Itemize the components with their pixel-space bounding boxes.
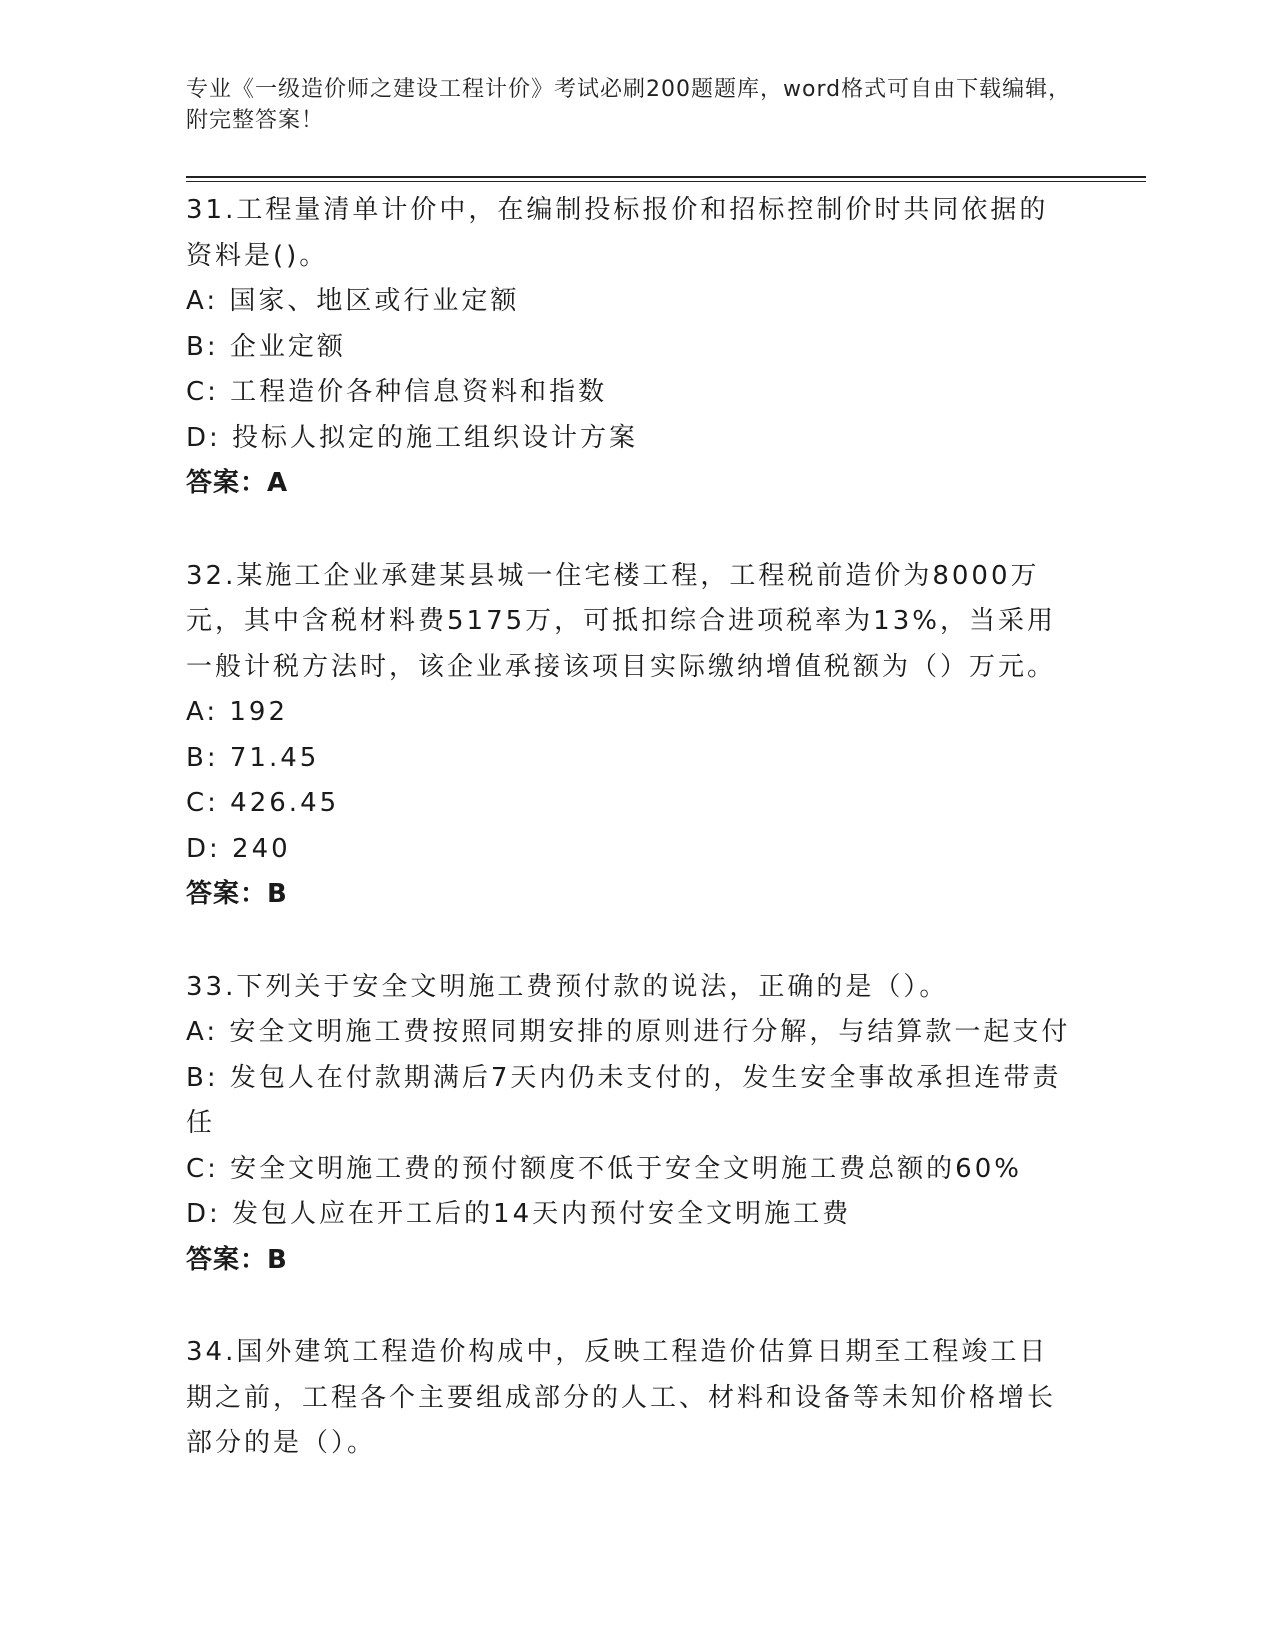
answer-line: 答案：B (186, 879, 288, 909)
option-a: A: 安全文明施工费按照同期安排的原则进行分解，与结算款一起支付 (186, 1017, 1071, 1047)
answer-line: 答案：B (186, 1244, 288, 1275)
question-text: 31.工程量清单计价中，在编制投标报价和招标控制价时共同依据的资料是()。 (186, 195, 1049, 271)
option-b: B: 企业定额 (186, 331, 346, 362)
question-34 (186, 1330, 1076, 1467)
option-d: D: 投标人拟定的施工组织设计方案 (186, 422, 639, 453)
option-d: D: 240 (186, 833, 291, 864)
header-divider-thick (186, 176, 1146, 178)
option-a: A: 国家、地区或行业定额 (186, 286, 520, 316)
option-a: A: 192 (186, 697, 288, 727)
question-32 (186, 554, 1076, 918)
option-d: D: 发包人应在开工后的14天内预付安全文明施工费 (186, 1199, 852, 1229)
question-text: 34.国外建筑工程造价构成中，反映工程造价估算日期至工程竣工日期之前，工程各个主要组成部分的人工、材料和设备等未知价格增长部分的是（）。 (186, 1337, 1057, 1458)
answer-line: 答案：A (186, 468, 289, 498)
option-b: B: 71.45 (186, 742, 320, 773)
question-text: 33.下列关于安全文明施工费预付款的说法，正确的是（）。 (186, 971, 949, 1002)
header-divider-thin (186, 181, 1146, 182)
option-c: C: 工程造价各种信息资料和指数 (186, 377, 608, 407)
option-b: B: 发包人在付款期满后7天内仍未支付的，发生安全事故承担连带责任 (186, 1062, 1062, 1138)
option-c: C: 426.45 (186, 788, 340, 818)
question-text: 32.某施工企业承建某县城一住宅楼工程，工程税前造价为8000万元，其中含税材料费5175万，可抵扣综合进项税率为13%，当采用一般计税方法时，该企业承接该项目实际缴纳增值税额为（）万元。 (186, 560, 1057, 682)
question-31 (186, 188, 1076, 507)
question-33 (186, 965, 1076, 1284)
document-header: 专业《一级造价师之建设工程计价》考试必刷200题题库，word格式可自由下载编辑，附完整答案！ (186, 77, 1072, 133)
question-list (186, 188, 1076, 1467)
option-c: C: 安全文明施工费的预付额度不低于安全文明施工费总额的60% (186, 1153, 1022, 1184)
